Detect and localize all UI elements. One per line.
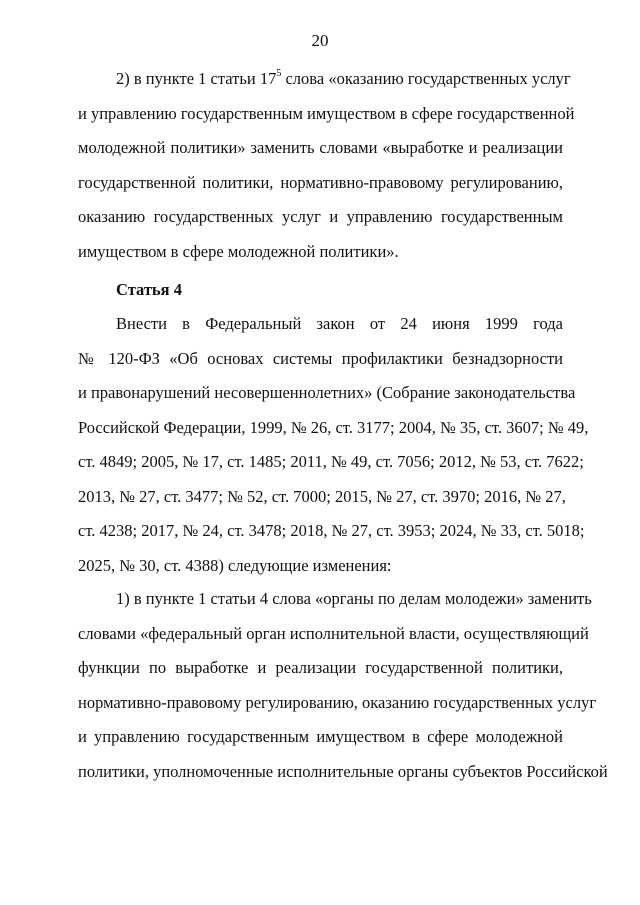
text-line: 2025, № 30, ст. 4388) следующие изменения: [78, 555, 392, 575]
text-line [78, 62, 571, 97]
text-line: молодежной политики» заменить словами «выработке и реализации [78, 138, 563, 157]
paragraph-amendment-2 [78, 62, 575, 269]
text-line: государственной политики, нормативно-правовому регулированию, [78, 172, 563, 192]
text-line: Внести в Федеральный закон от 24 июня 1999 года [116, 314, 563, 333]
article-heading: Статья 4 [116, 280, 182, 299]
text-line: № 120-ФЗ «Об основах системы профилактики безнадзорности [78, 348, 563, 368]
text-line: нормативно-правовому регулированию, оказанию государственных услуг [78, 692, 597, 712]
superscript: 5 [276, 67, 282, 79]
text-line: Российской Федерации, 1999, № 26, ст. 3177; 2004, № 35, ст. 3607; № 49, [78, 417, 589, 437]
text-line: имуществом в сфере молодежной политики». [78, 241, 399, 261]
text-line: 1) в пункте 1 статьи 4 слова «органы по делам молодежи» заменить [116, 589, 592, 608]
paragraph-article-4 [78, 307, 589, 583]
article-heading-block [78, 273, 563, 308]
page-number: 20 [311, 31, 329, 50]
text-line: и управлению государственным имуществом в сфере молодежной [78, 727, 563, 746]
text-line-start: 2) в пункте 1 статьи 17 [116, 69, 277, 88]
paragraph-amendment-1 [78, 582, 608, 789]
text-line: оказанию государственных услуг и управлению государственным [78, 207, 563, 226]
text-line: политики, уполномоченные исполнительные органы субъектов Российской [78, 761, 608, 781]
text-line: словами «федеральный орган исполнительной власти, осуществляющий [78, 623, 589, 643]
text-line: ст. 4238; 2017, № 24, ст. 3478; 2018, № 27, ст. 3953; 2024, № 33, ст. 5018; [78, 521, 585, 540]
text-line: 2013, № 27, ст. 3477; № 52, ст. 7000; 2015, № 27, ст. 3970; 2016, № 27, [78, 486, 566, 506]
text-line: и правонарушений несовершеннолетних» (Собрание законодательства [78, 383, 576, 402]
text-line: ст. 4849; 2005, № 17, ст. 1485; 2011, № 49, ст. 7056; 2012, № 53, ст. 7622; [78, 452, 584, 471]
text-line: функции по выработке и реализации государственной политики, [78, 658, 563, 677]
text-line-end: слова «оказанию государственных услуг [281, 69, 571, 88]
text-line: и управлению государственным имуществом в сфере государственной [78, 103, 575, 123]
